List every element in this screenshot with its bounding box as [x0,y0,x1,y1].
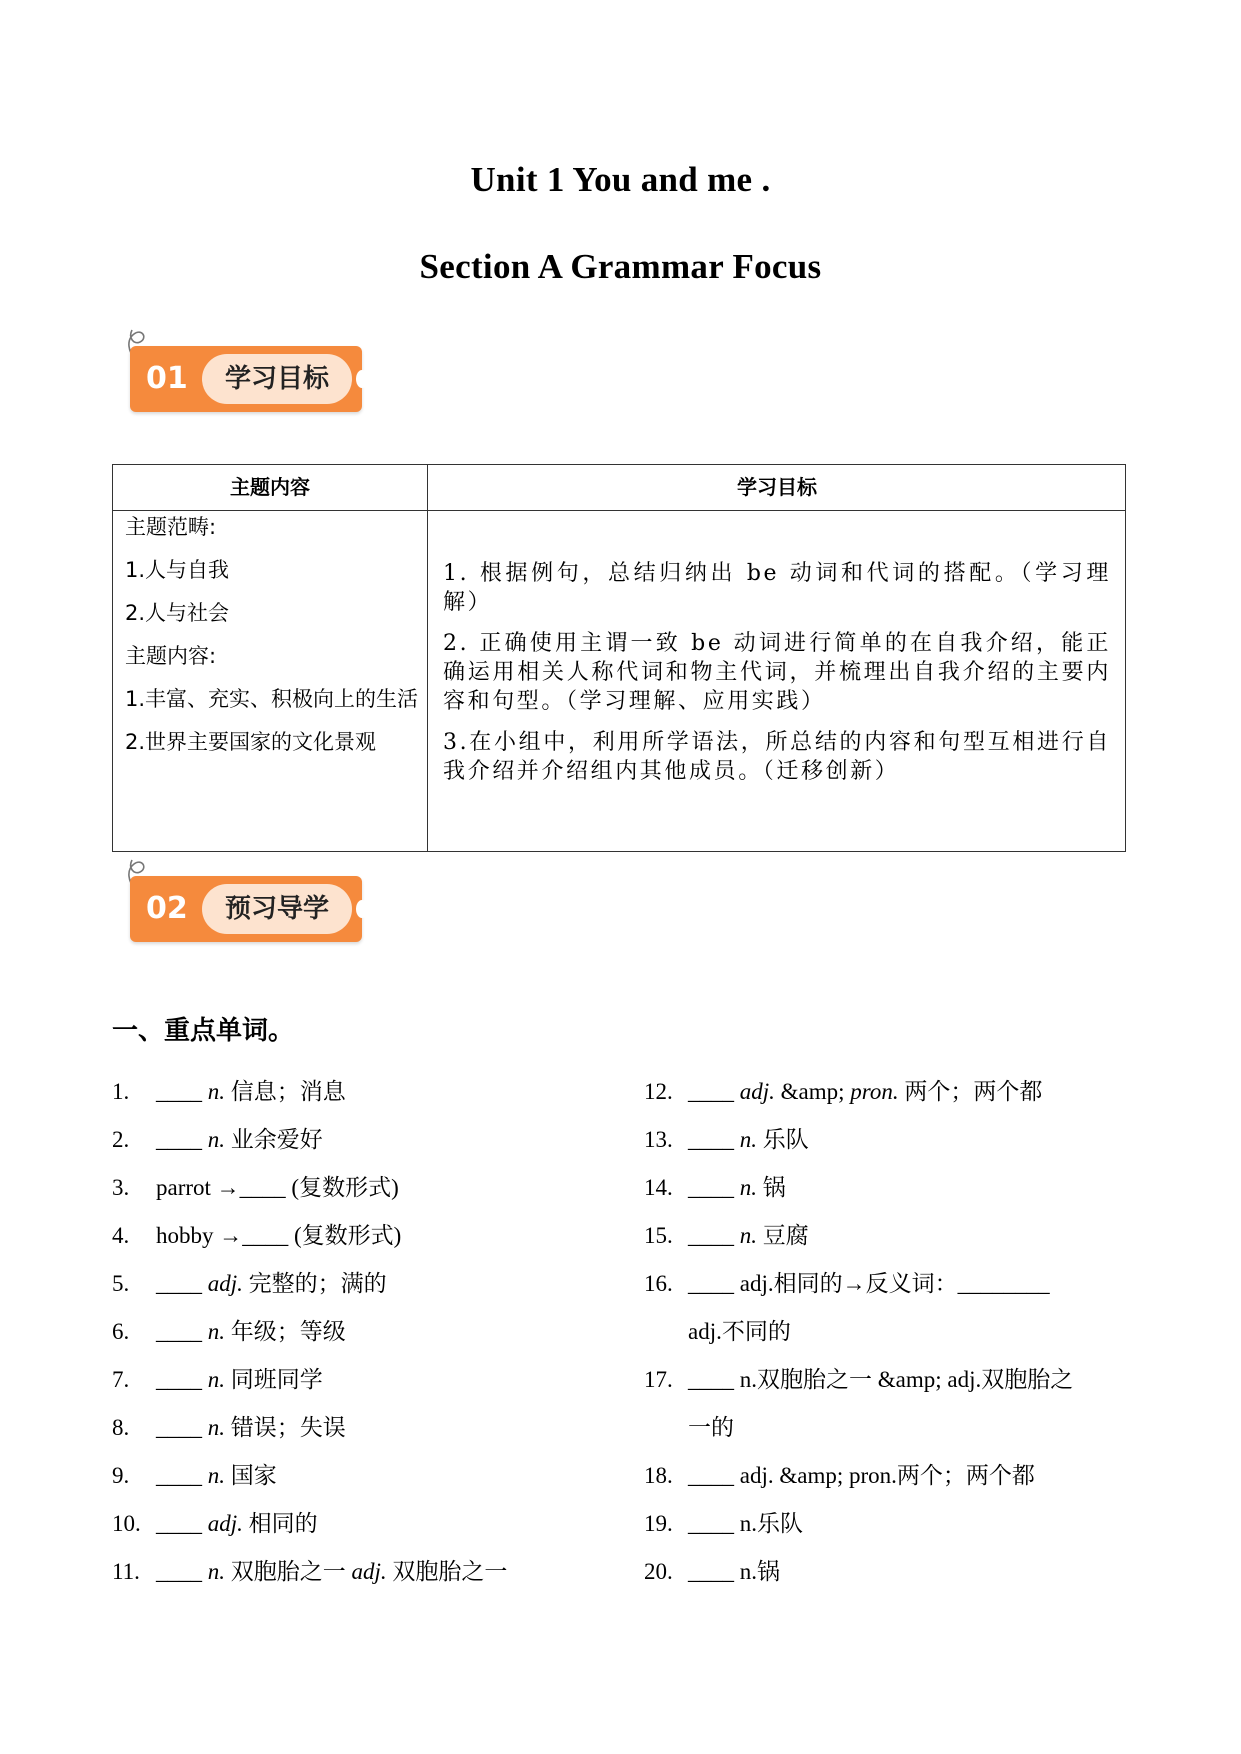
vocab-number: 1. [112,1079,130,1104]
vocab-item [112,1404,632,1452]
vocab-content [156,1260,387,1308]
vocab-content [688,1308,791,1356]
vocab-text: 错误；失误 [225,1415,346,1440]
vocab-blank: ____ [156,1511,202,1536]
vocab-number: 4. [112,1223,130,1248]
page-subtitle: Section A Grammar Focus [419,247,822,286]
vocab-text: 双胞胎之一 [225,1559,352,1584]
topic-line: 1.丰富、充实、积极向上的生活 [125,687,419,711]
vocab-item [112,1212,632,1260]
topic-line: 主题内容: [125,644,217,668]
vocab-content [156,1404,346,1452]
vocab-item [644,1164,1124,1212]
vocab-text: 一的 [688,1415,734,1440]
vocab-number: 10. [112,1511,141,1536]
goal-item: 3.在小组中，利用所学语法，所总结的内容和句型互相进行自我介绍并介绍组内其他成员。（迁移创新） [443,730,1111,784]
vocab-text: 业余爱好 [225,1127,323,1152]
vocab-item [112,1500,632,1548]
vocab-item [112,1452,632,1500]
vocab-number: 2. [112,1127,130,1152]
vocab-item [644,1308,1124,1356]
vocab-item [112,1260,632,1308]
vocab-content [688,1212,809,1260]
vocab-pos: adj. [202,1511,243,1536]
vocab-text: hobby →____ (复数形式) [156,1223,402,1248]
vocab-pos: pron. [850,1079,899,1104]
vocab-text: 锅 [757,1175,786,1200]
vocab-item [644,1356,1124,1404]
vocab-blank: ____ [688,1079,734,1104]
vocab-content [688,1356,1073,1404]
vocab-blank: ____ [688,1367,734,1392]
vocab-text: adj.不同的 [688,1319,791,1344]
vocab-blank: ____ [156,1079,202,1104]
vocab-item [644,1068,1124,1116]
vocab-content [688,1500,803,1548]
vocab-content [156,1452,277,1500]
vocab-text: 两个；两个都 [898,1079,1043,1104]
vocab-blank: ____ [688,1175,734,1200]
vocab-blank: ____ [688,1559,734,1584]
vocab-number: 14. [644,1175,673,1200]
vocab-item [644,1116,1124,1164]
vocab-pos: n. [202,1127,225,1152]
vocab-item [112,1068,632,1116]
vocab-pos: n. [202,1319,225,1344]
vocab-number: 3. [112,1175,130,1200]
vocab-number: 8. [112,1415,130,1440]
vocab-blank: ____ [688,1223,734,1248]
vocab-content [688,1548,780,1596]
goal-column [443,559,1111,798]
vocab-content [156,1356,323,1404]
vocab-pos: n. [202,1079,225,1104]
topic-line: 2.世界主要国家的文化景观 [125,730,377,754]
vocab-number: 9. [112,1463,130,1488]
vocab-blank: ____ [156,1271,202,1296]
vocab-text: parrot →____ (复数形式) [156,1175,399,1200]
vocab-item [112,1548,632,1596]
vocab-blank: ____ [156,1415,202,1440]
vocab-pos: n. [734,1223,757,1248]
vocab-item [644,1452,1124,1500]
topic-column [125,513,423,771]
table-header-goal: 学习目标 [737,475,817,499]
vocab-number: 20. [644,1559,673,1584]
page-title: Unit 1 You and me . [470,160,771,199]
vocab-content [688,1068,1042,1116]
vocab-text: adj. &amp; pron.两个；两个都 [734,1463,1035,1488]
vocab-blank: ____ [156,1319,202,1344]
vocab-pos: adj. [351,1559,387,1584]
vocab-number: 5. [112,1271,130,1296]
vocab-text: n.锅 [734,1559,780,1584]
vocab-text: 年级；等级 [225,1319,346,1344]
vocab-text: 同班同学 [225,1367,323,1392]
topic-line: 1.人与自我 [125,558,230,582]
vocab-number: 13. [644,1127,673,1152]
goal-item: 2. 正确使用主谓一致 be 动词进行简单的在自我介绍，能正确运用相关人称代词和物主代词，并梳理出自我介绍的主要内容和句型。（学习理解、应用实践） [443,631,1111,714]
vocab-pos: n. [734,1175,757,1200]
vocab-content [156,1212,401,1260]
vocab-blank: ____ [156,1127,202,1152]
table-header-topic: 主题内容 [230,475,310,499]
vocab-text: 双胞胎之一 [386,1559,508,1584]
vocab-text: 国家 [225,1463,277,1488]
vocab-content [156,1308,346,1356]
vocab-pos: n. [734,1127,757,1152]
topic-line: 2.人与社会 [125,601,230,625]
badge-label: 学习目标 [224,364,329,394]
vocab-item [644,1404,1124,1452]
vocab-content [156,1500,318,1548]
vocab-item [644,1548,1124,1596]
vocab-text: adj.相同的→反义词：________ [734,1271,1050,1296]
vocab-item [112,1164,632,1212]
vocab-item [112,1308,632,1356]
vocab-blank: ____ [156,1367,202,1392]
vocab-blank: ____ [156,1559,202,1584]
vocab-item [644,1260,1124,1308]
vocab-content [156,1164,399,1212]
vocab-item [112,1116,632,1164]
badge-number: 02 [146,891,188,926]
vocab-pos: n. [202,1415,225,1440]
vocab-number: 11. [112,1559,140,1584]
vocab-number: 18. [644,1463,673,1488]
vocab-number: 17. [644,1367,673,1392]
vocab-content [156,1116,323,1164]
vocab-number: 19. [644,1511,673,1536]
vocab-content [688,1164,786,1212]
vocab-pos: n. [202,1559,225,1584]
vocab-blank: ____ [688,1463,734,1488]
vocab-number: 15. [644,1223,673,1248]
vocab-blank: ____ [688,1511,734,1536]
vocab-heading: 一、重点单词。 [112,1016,295,1046]
vocab-blank: ____ [688,1271,734,1296]
vocab-content [156,1068,346,1116]
section-badge-objectives [122,326,372,416]
section-badge-preview [122,856,372,946]
topic-line: 主题范畴: [125,515,217,539]
badge-label: 预习导学 [224,894,329,924]
badge-number: 01 [146,361,188,396]
vocab-item [112,1356,632,1404]
vocab-number: 6. [112,1319,130,1344]
vocab-content [688,1404,734,1452]
vocab-blank: ____ [156,1463,202,1488]
vocab-text: n.乐队 [734,1511,803,1536]
vocab-content [156,1548,507,1596]
vocab-text: &amp; [774,1079,851,1104]
vocab-pos: n. [202,1463,225,1488]
vocab-text: 豆腐 [757,1223,809,1248]
vocab-content [688,1452,1035,1500]
vocab-content [688,1116,809,1164]
vocab-text: 相同的 [242,1511,318,1536]
vocab-item [644,1212,1124,1260]
vocab-item [644,1500,1124,1548]
goal-item: 1. 根据例句，总结归纳出 be 动词和代词的搭配。（学习理解） [443,561,1111,615]
vocab-text: 信息；消息 [225,1079,346,1104]
vocab-number: 12. [644,1079,673,1104]
vocab-content [688,1260,1050,1308]
objectives-table [112,464,1126,852]
vocab-pos: adj. [202,1271,243,1296]
vocab-text: 乐队 [757,1127,809,1152]
vocab-list-right [644,1068,1124,1596]
vocab-pos: n. [202,1367,225,1392]
vocab-number: 7. [112,1367,130,1392]
vocab-pos: adj. [734,1079,775,1104]
vocab-blank: ____ [688,1127,734,1152]
vocab-text: 完整的；满的 [242,1271,387,1296]
vocab-number: 16. [644,1271,673,1296]
vocab-text: n.双胞胎之一 &amp; adj.双胞胎之 [734,1367,1074,1392]
vocab-list-left [112,1068,632,1596]
